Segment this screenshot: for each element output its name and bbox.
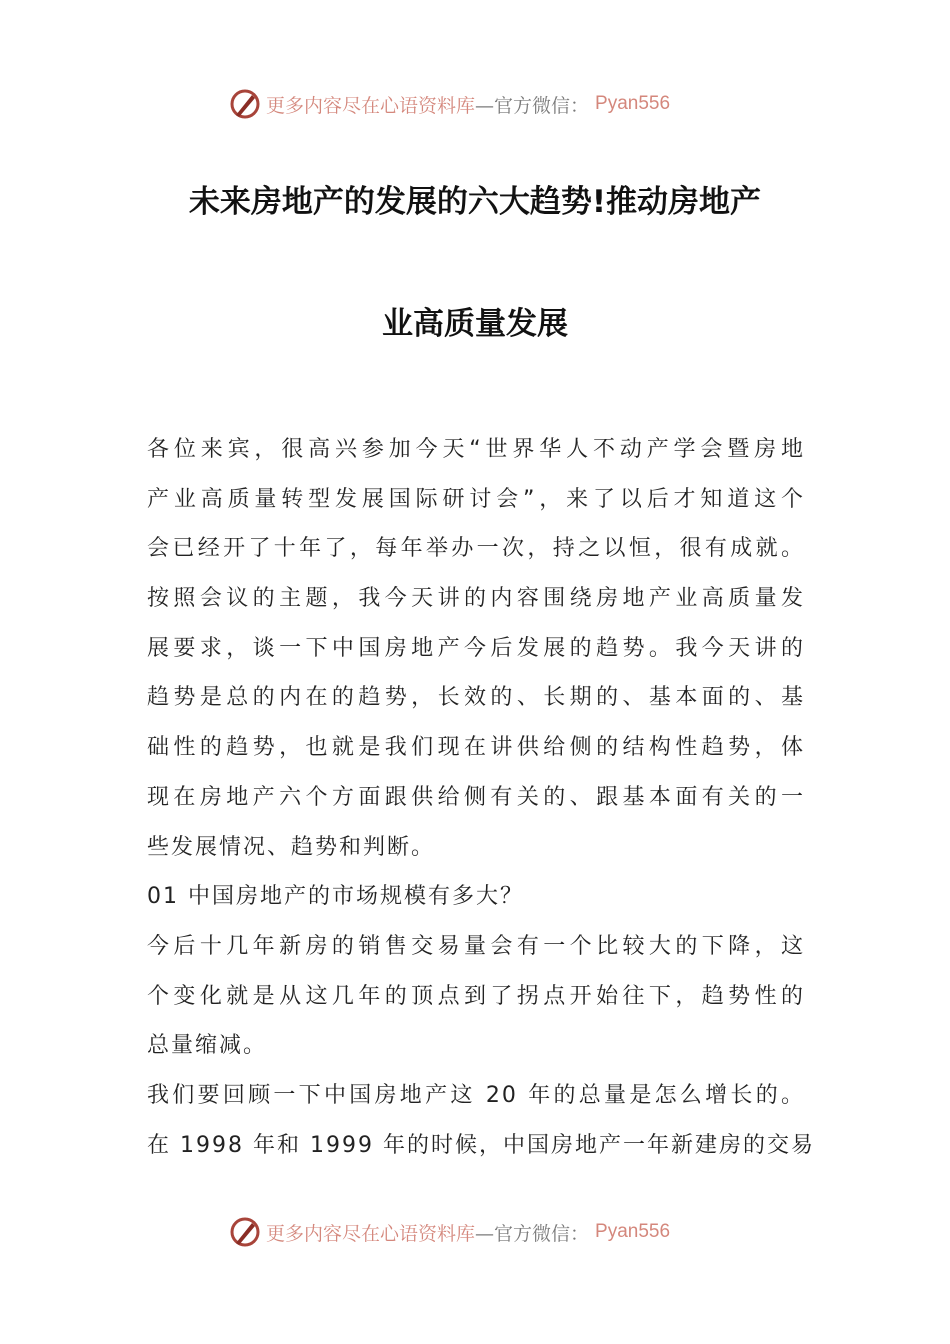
body-line: 础性的趋势，也就是我们现在讲供给侧的结构性趋势，体 [147,735,805,761]
banner-wechat-id: Pyan556 [595,1221,671,1242]
body-line: 今后十几年新房的销售交易量会有一个比较大的下降，这 [147,933,805,959]
banner-wechat-id: Pyan556 [595,93,671,114]
body-line: 我们要回顾一下中国房地产这 20 年的总量是怎么增长的。 [147,1082,805,1108]
body-line: 个变化就是从这几年的顶点到了拐点开始往下，趋势性的 [147,983,805,1009]
body-line: 现在房地产六个方面跟供给侧有关的、跟基本面有关的一 [147,784,805,810]
pen-logo-icon [228,87,262,121]
banner-site-text: 更多内容尽在心语资料库 [266,94,476,117]
header-banner [228,84,728,124]
pen-logo-icon [228,1215,262,1249]
body-line: 些发展情况、趋势和判断。 [147,834,436,860]
document-title-line1: 未来房地产的发展的六大趋势!推动房地产 [188,184,762,220]
document-body [147,430,815,1175]
banner-wechat-label: —官方微信： [475,94,590,117]
body-line: 趋势是总的内在的趋势，长效的、长期的、基本面的、基 [147,685,805,711]
body-line: 各位来宾，很高兴参加今天“世界华人不动产学会暨房地 [147,437,805,462]
banner-site-text: 更多内容尽在心语资料库 [266,1222,476,1245]
body-line: 在 1998 年和 1999 年的时候，中国房地产一年新建房的交易 [147,1132,815,1158]
body-line: 总量缩减。 [147,1033,268,1059]
section-heading: 01 中国房地产的市场规模有多大？ [147,884,524,910]
document-title-line2: 业高质量发展 [382,306,568,342]
body-line: 产业高质量转型发展国际研讨会”，来了以后才知道这个 [147,486,805,512]
body-line: 会已经开了十年了，每年举办一次，持之以恒，很有成就。 [147,536,805,562]
body-line: 展要求，谈一下中国房地产今后发展的趋势。我今天讲的 [147,635,805,661]
banner-wechat-label: —官方微信： [475,1222,590,1245]
footer-banner [228,1212,728,1252]
body-line: 按照会议的主题，我今天讲的内容围绕房地产业高质量发 [147,586,805,612]
